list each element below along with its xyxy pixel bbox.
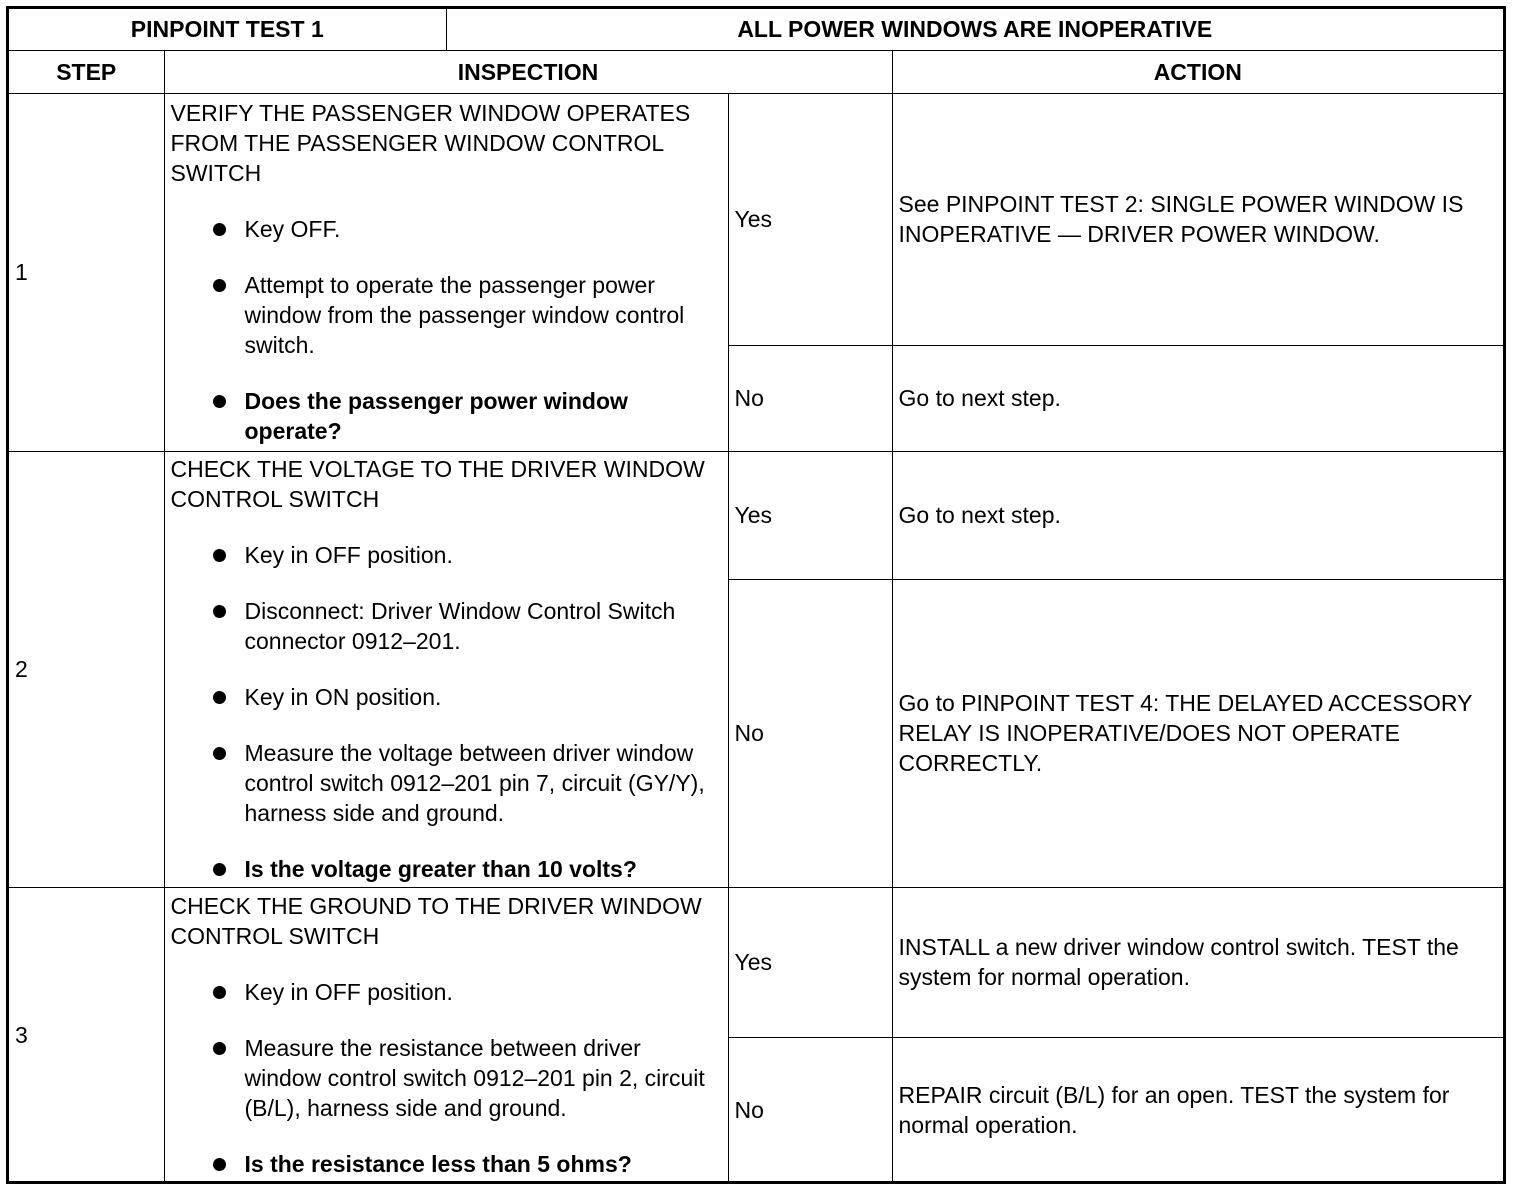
- answer-yes: Yes: [728, 451, 892, 579]
- bullet-icon: [213, 223, 226, 236]
- inspection-bullets: [171, 214, 722, 446]
- action-text: Go to next step.: [892, 345, 1503, 451]
- step-number: 1: [9, 93, 164, 451]
- step-3-yes-row: [9, 887, 1503, 1037]
- column-header-action: ACTION: [892, 50, 1503, 93]
- answer-yes: Yes: [728, 93, 892, 345]
- bullet-icon: [213, 395, 226, 408]
- pinpoint-test-sheet: [6, 6, 1506, 1184]
- answer-no: No: [728, 579, 892, 887]
- action-text: REPAIR circuit (B/L) for an open. TEST the system for normal operation.: [892, 1037, 1503, 1183]
- bullet-icon: [213, 1158, 226, 1171]
- step-1-inspection: [164, 93, 728, 451]
- pinpoint-test-table: [9, 9, 1503, 1184]
- step-3-inspection: [164, 887, 728, 1183]
- action-text: See PINPOINT TEST 2: SINGLE POWER WINDOW IS INOPERATIVE — DRIVER POWER WINDOW.: [892, 93, 1503, 345]
- inspection-question: Is the resistance less than 5 ohms?: [171, 1149, 722, 1179]
- column-header-inspection: INSPECTION: [164, 50, 892, 93]
- bullet-icon: [213, 691, 226, 704]
- test-title: ALL POWER WINDOWS ARE INOPERATIVE: [446, 9, 1503, 50]
- list-item: Attempt to operate the passenger power window from the passenger window control switch.: [171, 270, 722, 360]
- bullet-icon: [213, 605, 226, 618]
- step-number: 3: [9, 887, 164, 1183]
- bullet-icon: [213, 549, 226, 562]
- list-item: Key in OFF position.: [171, 977, 722, 1007]
- action-text: Go to PINPOINT TEST 4: THE DELAYED ACCESSORY RELAY IS INOPERATIVE/DOES NOT OPERATE CORRECTLY.: [892, 579, 1503, 887]
- list-item: Measure the voltage between driver window control switch 0912–201 pin 7, circuit (GY/Y), harness side and ground.: [171, 738, 722, 828]
- inspection-bullets: [171, 540, 722, 884]
- list-item: Key in OFF position.: [171, 540, 722, 570]
- bullet-icon: [213, 863, 226, 876]
- bullet-icon: [213, 747, 226, 760]
- inspection-bullets: [171, 977, 722, 1179]
- inspection-question: Is the voltage greater than 10 volts?: [171, 854, 722, 884]
- list-item: Key in ON position.: [171, 682, 722, 712]
- action-text: INSTALL a new driver window control switch. TEST the system for normal operation.: [892, 887, 1503, 1037]
- column-header-step: STEP: [9, 50, 164, 93]
- title-row: [9, 9, 1503, 50]
- inspection-title: VERIFY THE PASSENGER WINDOW OPERATES FROM THE PASSENGER WINDOW CONTROL SWITCH: [170, 100, 691, 186]
- bullet-icon: [213, 279, 226, 292]
- inspection-title: CHECK THE VOLTAGE TO THE DRIVER WINDOW CONTROL SWITCH: [170, 456, 705, 512]
- answer-no: No: [728, 345, 892, 451]
- list-item: Measure the resistance between driver window control switch 0912–201 pin 2, circuit (B/L), harness side and ground.: [171, 1033, 722, 1123]
- inspection-title: CHECK THE GROUND TO THE DRIVER WINDOW CONTROL SWITCH: [170, 893, 702, 949]
- list-item: Key OFF.: [171, 214, 722, 244]
- list-item: Disconnect: Driver Window Control Switch connector 0912–201.: [171, 596, 722, 656]
- step-2-inspection: [164, 451, 728, 887]
- answer-no: No: [728, 1037, 892, 1183]
- step-number: 2: [9, 451, 164, 887]
- step-2-yes-row: [9, 451, 1503, 579]
- action-text: Go to next step.: [892, 451, 1503, 579]
- bullet-icon: [213, 986, 226, 999]
- answer-yes: Yes: [728, 887, 892, 1037]
- step-1-yes-row: [9, 93, 1503, 345]
- test-id: PINPOINT TEST 1: [9, 9, 446, 50]
- column-header-row: [9, 50, 1503, 93]
- inspection-question: Does the passenger power window operate?: [171, 386, 722, 446]
- bullet-icon: [213, 1042, 226, 1055]
